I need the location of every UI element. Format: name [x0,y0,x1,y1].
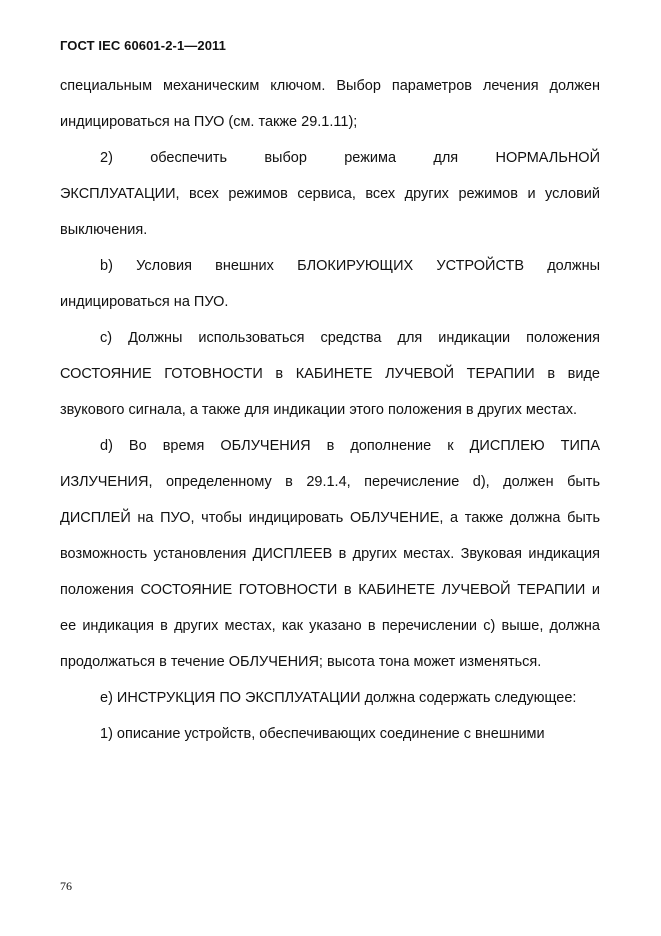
page-number: 76 [60,879,72,893]
paragraph-item-e: e) ИНСТРУКЦИЯ ПО ЭКСПЛУАТАЦИИ должна содержать следующее: [100,690,577,706]
paragraph-item-d: d) Во время ОБЛУЧЕНИЯ в дополнение к ДИСПЛЕЮ ТИПА ИЗЛУЧЕНИЯ, определенному в 29.1.4, перечисление d), должен быть ДИСПЛЕЙ на ПУО, чтобы индицировать ОБЛУЧЕНИЕ, а также должна быть возможность установления ДИСПЛЕЕВ в других местах. Звуковая индикация положения СОСТОЯНИЕ ГОТОВНОСТИ в КАБИНЕТЕ ЛУЧЕВОЙ ТЕРАПИИ и ее индикация в других местах, как указано в перечислении c) выше, должна продолжаться в течение ОБЛУЧЕНИЯ; высота тона может изменяться. [60,438,600,670]
paragraph-item-b: b) Условия внешних БЛОКИРУЮЩИХ УСТРОЙСТВ должны индицироваться на ПУО. [60,258,600,310]
document-body [60,68,600,752]
paragraph-continuation: специальным механическим ключом. Выбор параметров лечения должен индицироваться на ПУО (см. также 29.1.11); [60,78,600,130]
paragraph-item-2: 2) обеспечить выбор режима для НОРМАЛЬНОЙ ЭКСПЛУАТАЦИИ, всех режимов сервиса, всех других режимов и условий выключения. [60,150,600,238]
paragraph-item-c: c) Должны использоваться средства для индикации положения СОСТОЯНИЕ ГОТОВНОСТИ в КАБИНЕТЕ ЛУЧЕВОЙ ТЕРАПИИ в виде звукового сигнала, а также для индикации этого положения в других местах. [60,330,600,418]
document-header: ГОСТ IEC 60601-2-1—2011 [60,38,226,53]
paragraph-item-e-1: 1) описание устройств, обеспечивающих соединение с внешними [100,726,545,742]
